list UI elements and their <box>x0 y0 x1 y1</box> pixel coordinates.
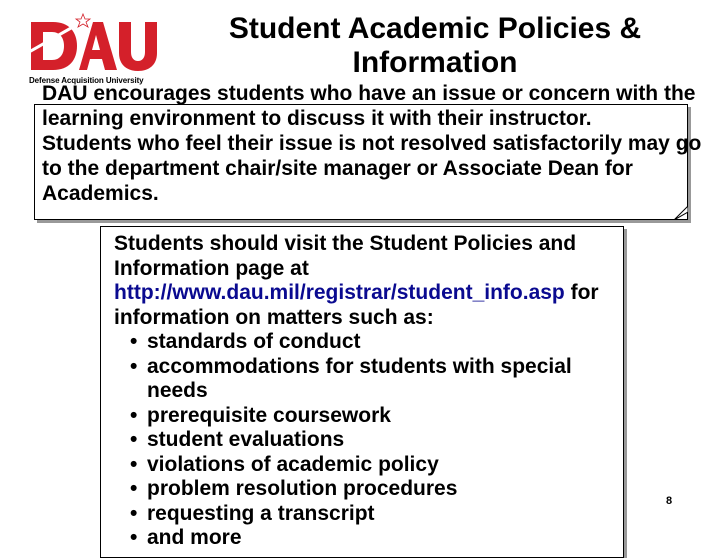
bullet-icon: • <box>130 452 138 476</box>
bullet-icon: • <box>130 526 138 549</box>
escalation-paragraph: Students who feel their issue is not resolved satisfactorily may go to the department chair/site manager or Associate Dean for Academics. <box>42 132 702 205</box>
list-item-text: accommodations for students with special needs <box>147 354 572 402</box>
bullet-icon: • <box>130 403 138 427</box>
bullet-icon: • <box>130 501 138 525</box>
callout-box-1-text <box>42 81 702 206</box>
bullet-icon: • <box>130 354 138 378</box>
title-line-1: Student Academic Policies & <box>228 12 642 45</box>
bullet-icon: • <box>130 428 138 451</box>
list-item <box>130 404 619 429</box>
list-item-text: student evaluations <box>147 428 345 451</box>
list-item <box>130 355 619 404</box>
list-item-text: standards of conduct <box>147 330 361 353</box>
list-item-text: violations of academic policy <box>147 452 439 476</box>
intro-before-link: Students should visit the Student Policies and Information page at <box>114 232 577 280</box>
dau-logo-graphic <box>27 12 157 76</box>
dau-logo <box>27 12 157 92</box>
list-item <box>130 428 619 453</box>
slide-title <box>180 12 690 80</box>
list-item-text: prerequisite coursework <box>147 403 391 427</box>
list-item <box>130 453 619 478</box>
list-item-text: problem resolution procedures <box>147 477 458 500</box>
page-number: 8 <box>666 495 673 507</box>
list-item-text: and more <box>147 526 242 549</box>
title-line-2: Information <box>352 46 518 79</box>
bullet-icon: • <box>130 477 138 500</box>
callout-box-2-text <box>114 232 619 551</box>
list-item-text: requesting a transcript <box>147 501 375 525</box>
list-item <box>130 477 619 502</box>
logo-caption: Defense Acquisition University <box>29 76 144 85</box>
student-info-link[interactable]: http://www.dau.mil/registrar/student_info.asp <box>114 281 565 304</box>
encourage-paragraph: DAU encourages students who have an issue or concern with the learning environment to discuss it with their instructor. <box>42 82 696 130</box>
list-item <box>130 502 619 527</box>
policies-intro <box>114 232 619 330</box>
bullet-icon: • <box>130 330 138 353</box>
list-item <box>130 330 619 355</box>
topics-list <box>114 330 619 551</box>
folded-corner-icon <box>674 206 688 220</box>
list-item <box>130 526 619 551</box>
intro-after-link: for information on matters such as: <box>114 281 599 329</box>
